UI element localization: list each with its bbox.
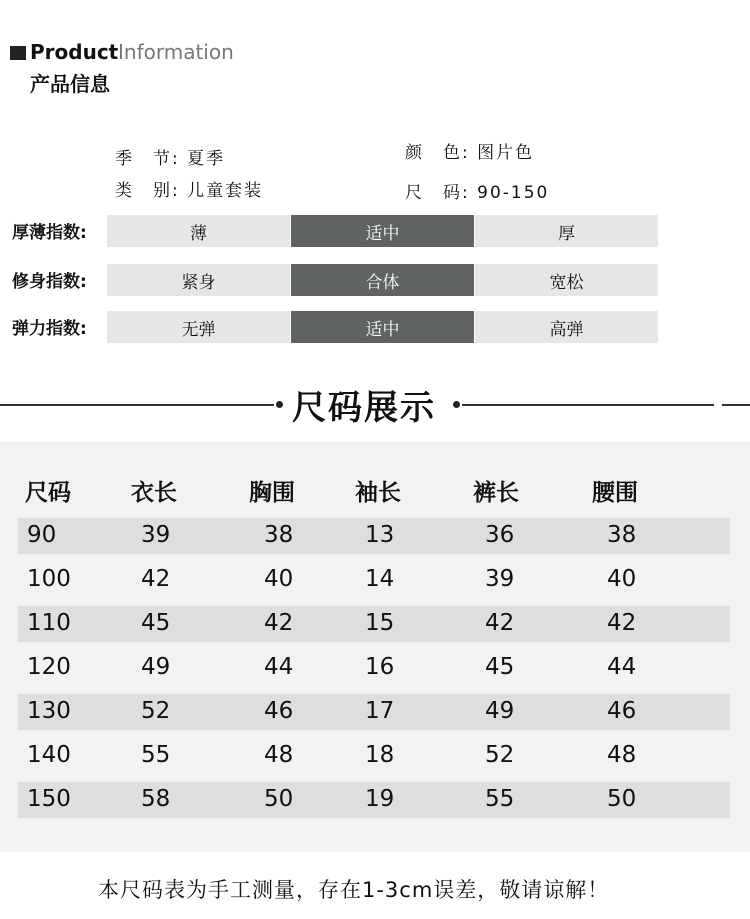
- square-bullet-icon: [10, 46, 26, 60]
- table-cell: 45: [485, 654, 515, 680]
- attr-season-value: 夏季: [187, 149, 226, 169]
- table-cell: 38: [264, 522, 294, 548]
- divider-line-tail: [722, 404, 750, 406]
- index-option: 无弹: [107, 311, 290, 343]
- table-cell: 55: [141, 742, 171, 768]
- attr-category-value: 儿童套装: [187, 181, 264, 201]
- divider-dot-left: [276, 401, 283, 408]
- table-cell: 48: [607, 742, 637, 768]
- index-label: 修身指数:: [12, 272, 87, 292]
- index-option: 高弹: [475, 311, 658, 343]
- divider-line-right: [462, 404, 714, 406]
- attr-color: [405, 138, 534, 163]
- header-title-cn: 产品信息: [30, 72, 110, 96]
- table-cell: 44: [607, 654, 637, 680]
- table-cell: 140: [27, 742, 71, 768]
- attr-category: [115, 176, 263, 201]
- table-cell: 16: [365, 654, 395, 680]
- table-cell: 36: [485, 522, 515, 548]
- table-header-cell: 胸围: [249, 480, 295, 506]
- table-cell: 45: [141, 610, 171, 636]
- table-header-cell: 腰围: [592, 480, 638, 506]
- table-cell: 15: [365, 610, 395, 636]
- table-cell: 38: [607, 522, 637, 548]
- table-cell: 100: [27, 566, 71, 592]
- header-title-bold: Product: [30, 40, 119, 64]
- table-cell: 14: [365, 566, 395, 592]
- table-cell: 48: [264, 742, 294, 768]
- table-cell: 13: [365, 522, 395, 548]
- table-cell: 42: [141, 566, 171, 592]
- table-cell: 58: [141, 786, 171, 812]
- table-header-cell: 衣长: [131, 480, 177, 506]
- divider-line-left: [0, 404, 274, 406]
- table-cell: 44: [264, 654, 294, 680]
- table-cell: 130: [27, 698, 71, 724]
- attr-size-label: 尺 码:: [405, 183, 470, 203]
- attr-category-label: 类 别:: [115, 181, 180, 201]
- index-option: 薄: [107, 215, 290, 247]
- index-option: 适中: [291, 311, 474, 343]
- index-option: 紧身: [107, 264, 290, 296]
- table-cell: 52: [141, 698, 171, 724]
- table-cell: 55: [485, 786, 515, 812]
- table-cell: 150: [27, 786, 71, 812]
- table-cell: 50: [264, 786, 294, 812]
- index-option: 厚: [475, 215, 658, 247]
- section-title: 尺码展示: [292, 388, 436, 428]
- table-cell: 49: [141, 654, 171, 680]
- index-option: 宽松: [475, 264, 658, 296]
- attr-season: [115, 144, 225, 169]
- table-cell: 18: [365, 742, 395, 768]
- table-cell: 90: [27, 522, 57, 548]
- table-header-cell: 裤长: [473, 480, 519, 506]
- table-cell: 110: [27, 610, 71, 636]
- table-header-cell: 袖长: [355, 480, 401, 506]
- attr-size-value: 90-150: [477, 183, 550, 203]
- header-title-light: Information: [118, 40, 234, 64]
- index-label: 厚薄指数:: [12, 223, 87, 243]
- table-cell: 42: [485, 610, 515, 636]
- attr-size: [405, 178, 549, 203]
- attr-color-value: 图片色: [477, 143, 535, 163]
- table-cell: 17: [365, 698, 395, 724]
- table-cell: 49: [485, 698, 515, 724]
- table-cell: 39: [485, 566, 515, 592]
- table-cell: 46: [264, 698, 294, 724]
- index-label: 弹力指数:: [12, 319, 87, 339]
- table-cell: 40: [264, 566, 294, 592]
- table-cell: 42: [607, 610, 637, 636]
- attr-season-label: 季 节:: [115, 149, 180, 169]
- footnote: 本尺码表为手工测量，存在1-3cm误差，敬请谅解！: [98, 878, 610, 902]
- index-option: 适中: [291, 215, 474, 247]
- table-cell: 19: [365, 786, 395, 812]
- table-cell: 40: [607, 566, 637, 592]
- table-cell: 46: [607, 698, 637, 724]
- divider-dot-right: [453, 401, 460, 408]
- table-cell: 52: [485, 742, 515, 768]
- table-cell: 120: [27, 654, 71, 680]
- attr-color-label: 颜 色:: [405, 143, 470, 163]
- table-header-cell: 尺码: [25, 480, 71, 506]
- table-cell: 39: [141, 522, 171, 548]
- index-option: 合体: [291, 264, 474, 296]
- table-cell: 42: [264, 610, 294, 636]
- table-cell: 50: [607, 786, 637, 812]
